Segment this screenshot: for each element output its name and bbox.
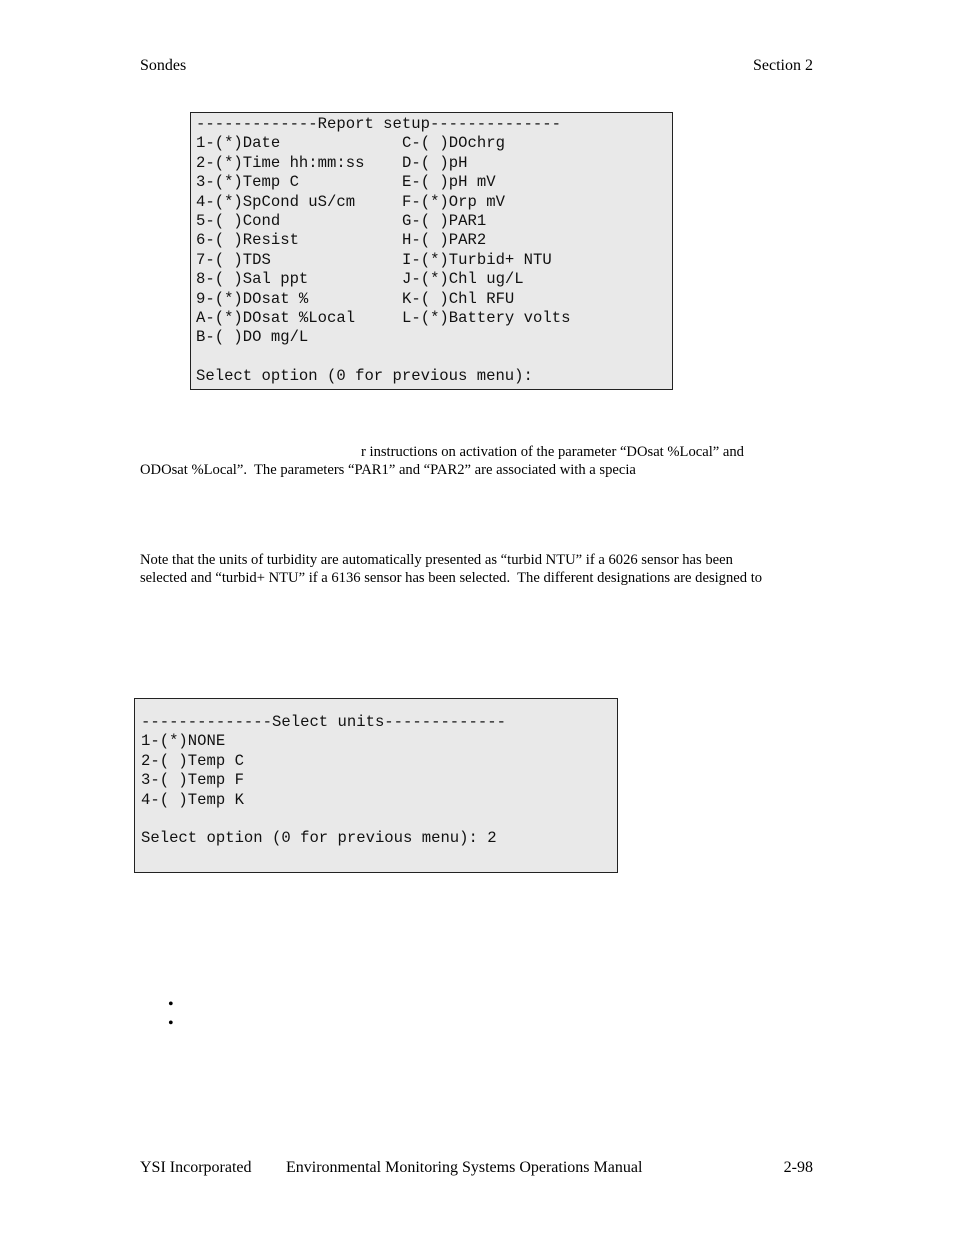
report-option-left: B-( )DO mg/L [196, 328, 309, 347]
report-setup-prompt: Select option (0 for previous menu): [196, 367, 533, 386]
select-units-item: 4-( )Temp K [141, 790, 244, 809]
report-option-left: 2-(*)Time hh:mm:ss [196, 153, 365, 172]
paragraph1-line1: r instructions on activation of the parameter “DOsat %Local” and [361, 444, 744, 460]
report-option-left: 3-(*)Temp C [196, 173, 299, 192]
header-right: Section 2 [753, 57, 813, 74]
report-option-row [196, 154, 672, 173]
paragraph2-line2: selected and “turbid+ NTU” if a 6136 sensor has been selected. The different designations are designed to [140, 570, 763, 586]
report-option-left: 4-(*)SpCond uS/cm [196, 192, 356, 211]
report-option-left: A-(*)DOsat %Local [196, 308, 356, 327]
bullet-point: • [168, 1015, 174, 1032]
footer-company: YSI Incorporated [140, 1159, 252, 1176]
report-option-right: H-( )PAR2 [402, 231, 487, 250]
bullet-point: • [168, 996, 174, 1013]
report-option-right: E-( )pH mV [402, 173, 496, 192]
report-option-right: K-( )Chl RFU [402, 289, 515, 308]
select-units-item: 2-( )Temp C [141, 751, 244, 770]
report-option-row [196, 134, 672, 153]
report-setup-options [196, 134, 672, 347]
report-option-row [196, 193, 672, 212]
report-setup-screen [190, 112, 673, 390]
header-left: Sondes [140, 57, 187, 74]
report-option-row [196, 270, 672, 289]
report-setup-title: -------------Report setup-------------- [196, 115, 561, 133]
report-option-left: 6-( )Resist [196, 231, 299, 250]
report-option-right: J-(*)Chl ug/L [402, 270, 524, 289]
select-units-title: --------------Select units------------- [141, 713, 506, 731]
report-option-row [196, 290, 672, 309]
report-option-left: 1-(*)Date [196, 134, 281, 153]
report-option-row [196, 173, 672, 192]
footer-page-number: 2-98 [783, 1159, 813, 1176]
select-units-item: 3-( )Temp F [141, 771, 244, 790]
paragraph2-line1: Note that the units of turbidity are automatically presented as “turbid NTU” if a 6026 sensor has been [140, 552, 733, 568]
report-option-row [196, 231, 672, 250]
report-option-row [196, 251, 672, 270]
report-option-right: C-( )DOchrg [402, 134, 505, 153]
select-units-item: 1-(*)NONE [141, 732, 226, 751]
report-option-left: 9-(*)DOsat % [196, 289, 309, 308]
report-option-right: D-( )pH [402, 153, 468, 172]
report-option-left: 5-( )Cond [196, 211, 281, 230]
select-units-screen [134, 698, 618, 873]
report-option-left: 8-( )Sal ppt [196, 270, 309, 289]
report-option-left: 7-( )TDS [196, 250, 271, 269]
footer-manual-title: Environmental Monitoring Systems Operations Manual [286, 1159, 643, 1176]
select-units-prompt: Select option (0 for previous menu): 2 [141, 829, 497, 848]
paragraph1-line2: ODOsat %Local”. The parameters “PAR1” and “PAR2” are associated with a specia [140, 462, 636, 478]
report-option-right: G-( )PAR1 [402, 211, 487, 230]
report-option-row [196, 328, 672, 347]
report-option-right: L-(*)Battery volts [402, 308, 571, 327]
report-option-row [196, 309, 672, 328]
report-option-right: F-(*)Orp mV [402, 192, 505, 211]
report-option-row [196, 212, 672, 231]
report-option-right: I-(*)Turbid+ NTU [402, 250, 552, 269]
